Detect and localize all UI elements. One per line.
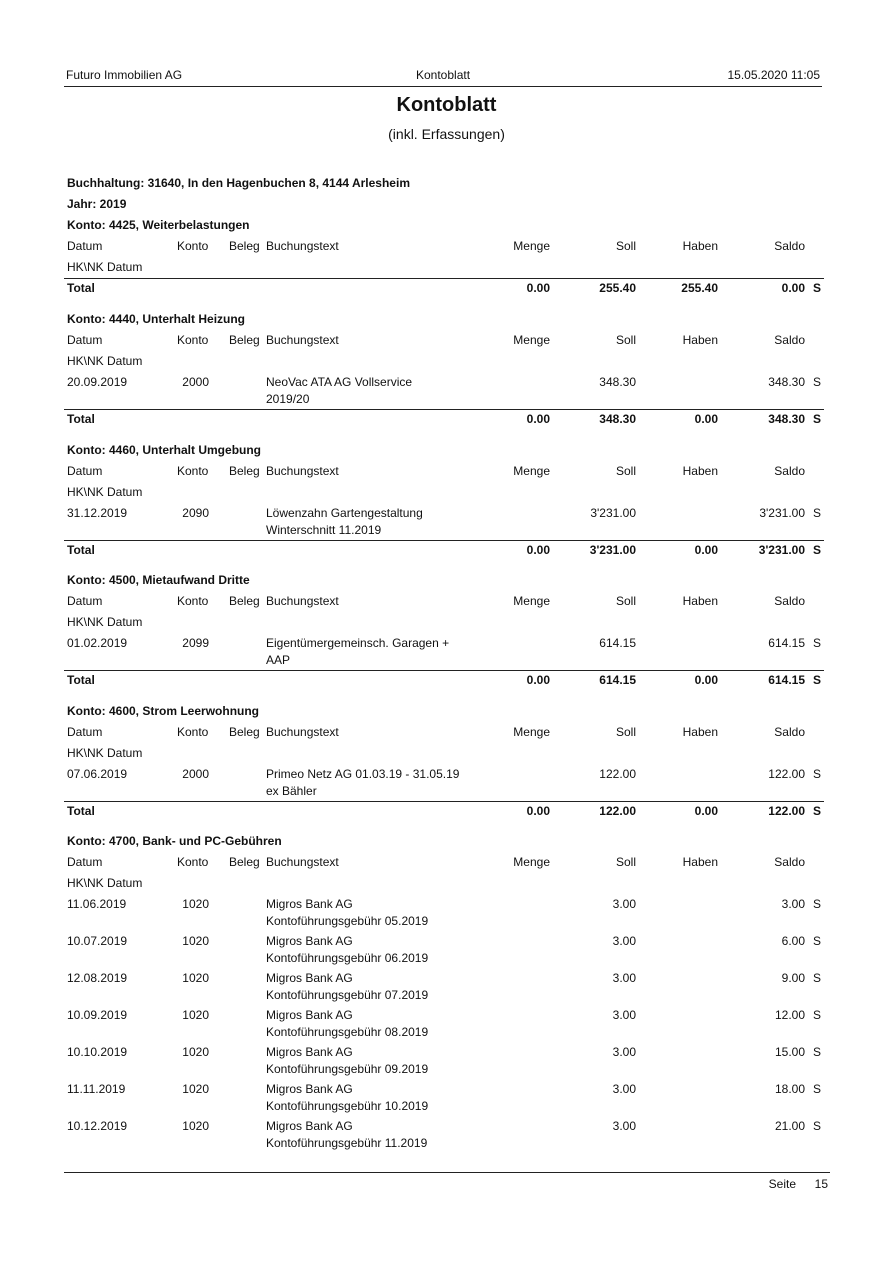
total-separator — [64, 278, 824, 279]
col-header-saldo: Saldo — [774, 464, 805, 478]
col-header-saldo: Saldo — [774, 594, 805, 608]
entry-text-line1: NeoVac ATA AG Vollservice — [266, 375, 413, 389]
entry-konto: 1020 — [182, 934, 209, 948]
entry-soll: 3.00 — [612, 934, 636, 948]
col-header-hknk-datum: HK\NK Datum — [67, 615, 143, 629]
total-separator — [64, 670, 824, 671]
entry-saldo-flag: S — [813, 1119, 822, 1133]
entry-text-line1: Migros Bank AG — [266, 1119, 353, 1133]
entry-saldo: 15.00 — [774, 1045, 805, 1059]
entry-soll: 3.00 — [612, 1045, 636, 1059]
total-menge: 0.00 — [526, 412, 550, 426]
entry-soll: 3.00 — [612, 1008, 636, 1022]
col-header-hknk-datum: HK\NK Datum — [67, 354, 143, 368]
entry-konto: 2000 — [182, 767, 209, 781]
col-header-beleg: Beleg — [229, 855, 260, 869]
total-saldo: 122.00 — [768, 804, 805, 818]
page-label: Seite — [768, 1177, 796, 1191]
page-header — [64, 68, 822, 87]
entry-soll: 3'231.00 — [590, 506, 636, 520]
col-header-saldo: Saldo — [774, 333, 805, 347]
total-label: Total — [67, 804, 95, 818]
col-header-haben: Haben — [682, 594, 718, 608]
entry-saldo-flag: S — [813, 1045, 822, 1059]
total-menge: 0.00 — [526, 673, 550, 687]
entry-text-line1: Löwenzahn Gartengestaltung — [266, 506, 423, 520]
total-saldo-flag: S — [813, 281, 822, 295]
col-header-soll: Soll — [615, 333, 636, 347]
col-header-datum: Datum — [67, 594, 103, 608]
account-title: Konto: 4700, Bank- und PC-Gebühren — [67, 834, 282, 848]
entry-datum: 10.10.2019 — [67, 1045, 128, 1059]
entry-datum: 10.07.2019 — [67, 934, 128, 948]
col-header-datum: Datum — [67, 239, 103, 253]
total-menge: 0.00 — [526, 281, 550, 295]
entry-saldo: 18.00 — [774, 1082, 805, 1096]
total-separator — [64, 801, 824, 802]
total-label: Total — [67, 281, 95, 295]
col-header-hknk-datum: HK\NK Datum — [67, 260, 143, 274]
total-soll: 614.15 — [599, 673, 636, 687]
total-saldo-flag: S — [813, 543, 822, 557]
entry-soll: 3.00 — [612, 1082, 636, 1096]
total-soll: 3'231.00 — [589, 543, 636, 557]
col-header-menge: Menge — [513, 239, 550, 253]
entry-text-line2: Kontoführungsgebühr 11.2019 — [266, 1136, 428, 1150]
page-title: Kontoblatt — [396, 94, 497, 116]
page-footer — [64, 1172, 830, 1191]
total-menge: 0.00 — [526, 543, 550, 557]
entry-saldo: 348.30 — [768, 375, 805, 389]
entry-saldo: 3'231.00 — [759, 506, 805, 520]
col-header-beleg: Beleg — [229, 594, 260, 608]
entry-konto: 1020 — [182, 1008, 209, 1022]
total-label: Total — [67, 543, 95, 557]
total-label: Total — [67, 673, 95, 687]
entry-konto: 1020 — [182, 1119, 209, 1133]
entry-soll: 3.00 — [612, 1119, 636, 1133]
entry-konto: 2099 — [182, 636, 209, 650]
entry-datum: 01.02.2019 — [67, 636, 128, 650]
total-haben: 0.00 — [694, 412, 718, 426]
entry-saldo-flag: S — [813, 506, 822, 520]
total-haben: 0.00 — [694, 804, 718, 818]
total-haben: 0.00 — [694, 673, 718, 687]
entry-text-line2: Kontoführungsgebühr 10.2019 — [266, 1099, 429, 1113]
entry-text-line2: Winterschnitt 11.2019 — [266, 523, 382, 537]
col-header-haben: Haben — [682, 725, 718, 739]
total-saldo: 614.15 — [768, 673, 805, 687]
entry-saldo: 3.00 — [781, 897, 805, 911]
col-header-saldo: Saldo — [774, 725, 805, 739]
page-subtitle: (inkl. Erfassungen) — [388, 126, 505, 142]
col-header-beleg: Beleg — [229, 725, 260, 739]
entry-saldo-flag: S — [813, 636, 822, 650]
entry-soll: 122.00 — [599, 767, 636, 781]
report-name: Kontoblatt — [416, 68, 471, 82]
total-saldo: 348.30 — [768, 412, 805, 426]
print-datetime: 15.05.2020 11:05 — [727, 68, 820, 82]
col-header-menge: Menge — [513, 855, 550, 869]
entry-saldo: 21.00 — [774, 1119, 805, 1133]
entry-konto: 2090 — [182, 506, 209, 520]
col-header-beleg: Beleg — [229, 333, 260, 347]
entry-datum: 12.08.2019 — [67, 971, 128, 985]
entry-text-line2: Kontoführungsgebühr 06.2019 — [266, 951, 429, 965]
col-header-buchungstext: Buchungstext — [266, 239, 339, 253]
entry-saldo: 9.00 — [781, 971, 805, 985]
col-header-haben: Haben — [682, 239, 718, 253]
entry-datum: 11.11.2019 — [67, 1082, 126, 1096]
account-title: Konto: 4460, Unterhalt Umgebung — [67, 443, 262, 457]
col-header-haben: Haben — [682, 464, 718, 478]
col-header-soll: Soll — [615, 594, 636, 608]
entry-konto: 1020 — [182, 1045, 209, 1059]
col-header-buchungstext: Buchungstext — [266, 464, 339, 478]
col-header-buchungstext: Buchungstext — [266, 725, 339, 739]
account-title: Konto: 4440, Unterhalt Heizung — [67, 312, 246, 326]
entry-text-line2: AAP — [266, 653, 291, 667]
entry-saldo-flag: S — [813, 971, 822, 985]
total-saldo-flag: S — [813, 804, 822, 818]
col-header-soll: Soll — [615, 464, 636, 478]
entry-datum: 07.06.2019 — [67, 767, 128, 781]
total-soll: 255.40 — [599, 281, 636, 295]
entry-text-line1: Migros Bank AG — [266, 1082, 353, 1096]
col-header-konto: Konto — [177, 725, 209, 739]
entry-saldo: 122.00 — [768, 767, 805, 781]
col-header-hknk-datum: HK\NK Datum — [67, 485, 143, 499]
entry-text-line1: Migros Bank AG — [266, 971, 353, 985]
entry-saldo-flag: S — [813, 767, 822, 781]
col-header-haben: Haben — [682, 333, 718, 347]
col-header-soll: Soll — [615, 239, 636, 253]
total-saldo-flag: S — [813, 673, 822, 687]
account-title: Konto: 4500, Mietaufwand Dritte — [67, 573, 250, 587]
entry-datum: 10.09.2019 — [67, 1008, 128, 1022]
entry-saldo-flag: S — [813, 897, 822, 911]
entry-datum: 10.12.2019 — [67, 1119, 128, 1133]
entry-text-line1: Eigentümergemeinsch. Garagen + — [266, 636, 450, 650]
col-header-saldo: Saldo — [774, 239, 805, 253]
entry-datum: 20.09.2019 — [67, 375, 128, 389]
col-header-soll: Soll — [615, 725, 636, 739]
col-header-menge: Menge — [513, 333, 550, 347]
col-header-datum: Datum — [67, 855, 103, 869]
col-header-hknk-datum: HK\NK Datum — [67, 876, 143, 890]
col-header-datum: Datum — [67, 333, 103, 347]
entry-saldo: 6.00 — [781, 934, 805, 948]
entry-text-line1: Primeo Netz AG 01.03.19 - 31.05.19 — [266, 767, 460, 781]
entry-text-line2: Kontoführungsgebühr 09.2019 — [266, 1062, 429, 1076]
total-separator — [64, 540, 824, 541]
entry-saldo-flag: S — [813, 1082, 822, 1096]
col-header-buchungstext: Buchungstext — [266, 594, 339, 608]
entry-konto: 1020 — [182, 897, 209, 911]
col-header-beleg: Beleg — [229, 464, 260, 478]
entry-text-line1: Migros Bank AG — [266, 897, 353, 911]
col-header-soll: Soll — [615, 855, 636, 869]
entry-soll: 348.30 — [599, 375, 636, 389]
entry-saldo-flag: S — [813, 934, 822, 948]
col-header-beleg: Beleg — [229, 239, 260, 253]
entry-soll: 3.00 — [612, 897, 636, 911]
entry-text-line2: Kontoführungsgebühr 05.2019 — [266, 914, 429, 928]
entry-saldo: 12.00 — [774, 1008, 805, 1022]
total-menge: 0.00 — [526, 804, 550, 818]
total-soll: 122.00 — [599, 804, 636, 818]
entry-text-line1: Migros Bank AG — [266, 1045, 353, 1059]
entry-konto: 2000 — [182, 375, 209, 389]
total-saldo: 0.00 — [781, 281, 805, 295]
col-header-konto: Konto — [177, 239, 209, 253]
col-header-menge: Menge — [513, 725, 550, 739]
total-saldo-flag: S — [813, 412, 822, 426]
col-header-konto: Konto — [177, 333, 209, 347]
total-saldo: 3'231.00 — [758, 543, 805, 557]
account-title: Konto: 4425, Weiterbelastungen — [67, 218, 250, 232]
page-number: 15 — [814, 1177, 828, 1191]
col-header-datum: Datum — [67, 464, 103, 478]
entry-text-line1: Migros Bank AG — [266, 1008, 353, 1022]
col-header-konto: Konto — [177, 594, 209, 608]
total-separator — [64, 409, 824, 410]
account-title: Konto: 4600, Strom Leerwohnung — [67, 704, 260, 718]
col-header-menge: Menge — [513, 464, 550, 478]
col-header-haben: Haben — [682, 855, 718, 869]
total-haben: 255.40 — [681, 281, 718, 295]
entry-datum: 11.06.2019 — [67, 897, 127, 911]
col-header-konto: Konto — [177, 855, 209, 869]
entry-text-line2: ex Bähler — [266, 784, 317, 798]
entry-text-line2: Kontoführungsgebühr 08.2019 — [266, 1025, 429, 1039]
entry-saldo: 614.15 — [768, 636, 805, 650]
jahr-line: Jahr: 2019 — [67, 197, 127, 211]
col-header-saldo: Saldo — [774, 855, 805, 869]
entry-saldo-flag: S — [813, 1008, 822, 1022]
col-header-buchungstext: Buchungstext — [266, 333, 339, 347]
entry-text-line1: Migros Bank AG — [266, 934, 353, 948]
col-header-menge: Menge — [513, 594, 550, 608]
entry-soll: 3.00 — [612, 971, 636, 985]
entry-konto: 1020 — [182, 971, 209, 985]
company-name: Futuro Immobilien AG — [66, 68, 183, 82]
entry-konto: 1020 — [182, 1082, 209, 1096]
entry-datum: 31.12.2019 — [67, 506, 128, 520]
entry-soll: 614.15 — [599, 636, 636, 650]
col-header-konto: Konto — [177, 464, 209, 478]
total-haben: 0.00 — [694, 543, 718, 557]
total-soll: 348.30 — [599, 412, 636, 426]
col-header-datum: Datum — [67, 725, 103, 739]
buchhaltung-line: Buchhaltung: 31640, In den Hagenbuchen 8, 4144 Arlesheim — [67, 176, 410, 190]
total-label: Total — [67, 412, 95, 426]
entry-saldo-flag: S — [813, 375, 822, 389]
col-header-buchungstext: Buchungstext — [266, 855, 339, 869]
entry-text-line2: 2019/20 — [266, 392, 310, 406]
col-header-hknk-datum: HK\NK Datum — [67, 746, 143, 760]
entry-text-line2: Kontoführungsgebühr 07.2019 — [266, 988, 429, 1002]
